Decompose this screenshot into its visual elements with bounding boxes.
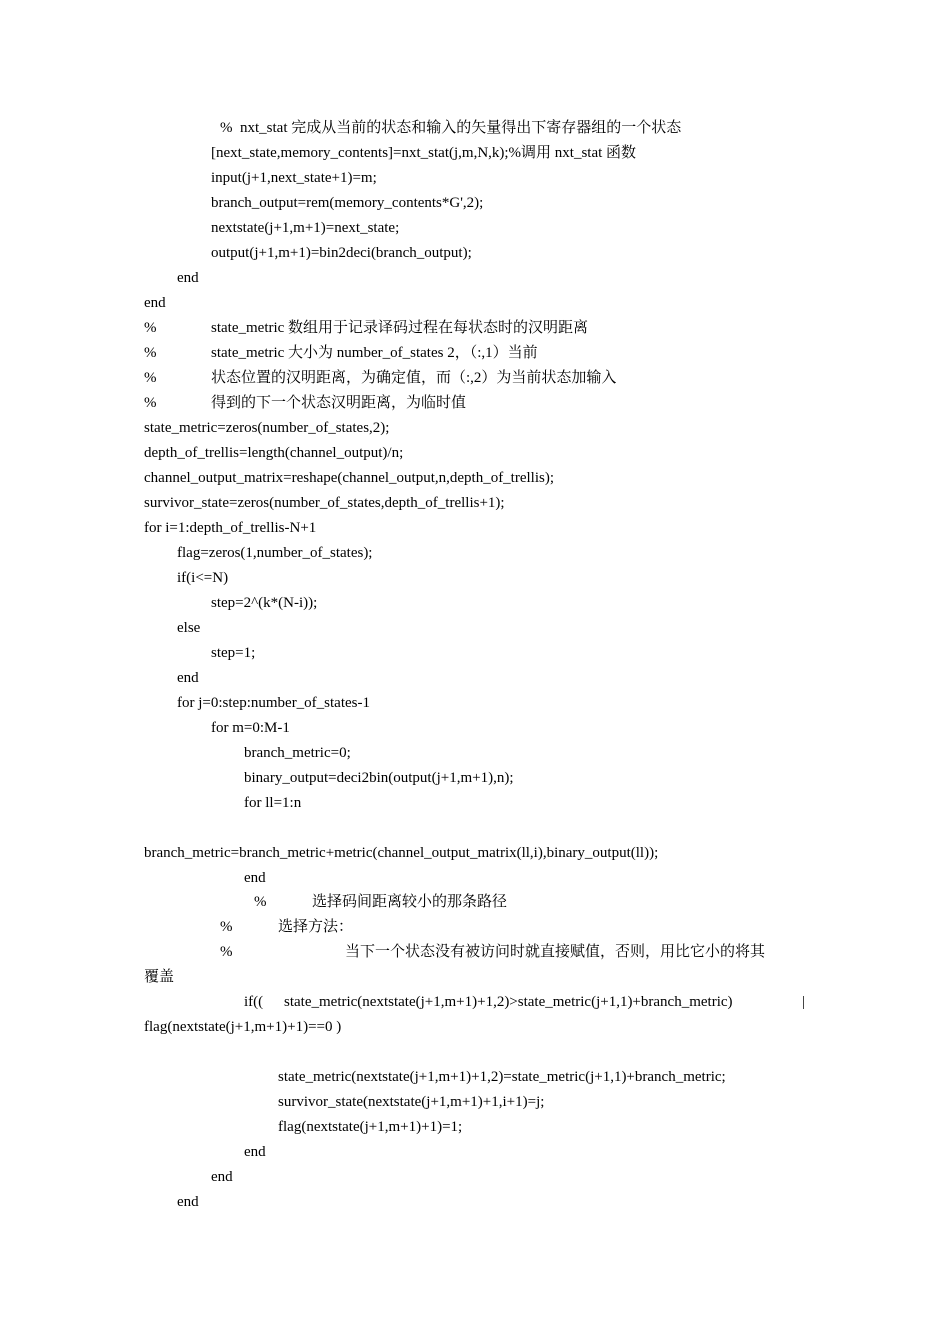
code-line: survivor_state=zeros(number_of_states,depth_of_trellis+1);	[144, 495, 505, 511]
comment-marker: %	[144, 345, 157, 361]
code-line: state_metric(nextstate(j+1,m+1)+1,2)>state_metric(j+1,1)+branch_metric)	[284, 994, 733, 1010]
comment-text: 状态位置的汉明距离，为确定值，而（:,2）为当前状态加输入	[211, 370, 617, 386]
comment-marker: %	[220, 919, 233, 935]
code-line: for j=0:step:number_of_states-1	[177, 695, 371, 711]
code-line: step=1;	[211, 645, 256, 661]
code-line: % nxt_stat 完成从当前的状态和输入的矢量得出下寄存器组的一个状态	[220, 120, 682, 136]
comment-text: state_metric 数组用于记录译码过程在每状态时的汉明距离	[211, 320, 589, 336]
comment-text: 得到的下一个状态汉明距离，为临时值	[211, 395, 467, 411]
code-line: branch_metric=branch_metric+metric(channel_output_matrix(ll,i),binary_output(ll));	[144, 845, 659, 861]
code-line: for ll=1:n	[244, 795, 302, 811]
code-line: |	[802, 994, 806, 1010]
code-line: survivor_state(nextstate(j+1,m+1)+1,i+1)=j;	[278, 1094, 545, 1110]
comment-marker: %	[144, 320, 157, 336]
code-line: binary_output=deci2bin(output(j+1,m+1),n);	[244, 770, 514, 786]
code-line: step=2^(k*(N-i));	[211, 595, 318, 611]
code-line: if((	[244, 994, 264, 1010]
comment-marker: %	[144, 370, 157, 386]
comment-text: 选择码间距离较小的那条路径	[312, 894, 508, 910]
code-line: state_metric=zeros(number_of_states,2);	[144, 420, 390, 436]
comment-marker: %	[220, 944, 233, 960]
code-line: output(j+1,m+1)=bin2deci(branch_output);	[211, 245, 472, 261]
comment-text: 当下一个状态没有被访问时就直接赋值，否则，用比它小的将其	[345, 944, 766, 960]
code-line: for i=1:depth_of_trellis-N+1	[144, 520, 317, 536]
code-line: input(j+1,next_state+1)=m;	[211, 170, 377, 186]
code-line: channel_output_matrix=reshape(channel_output,n,depth_of_trellis);	[144, 470, 555, 486]
code-line: flag=zeros(1,number_of_states);	[177, 545, 373, 561]
comment-text: state_metric 大小为 number_of_states 2，（:,1）当前	[211, 345, 538, 361]
comment-marker: %	[254, 894, 267, 910]
code-line: flag(nextstate(j+1,m+1)+1)==0 )	[144, 1019, 342, 1035]
comment-marker: %	[144, 395, 157, 411]
code-line: end	[177, 1194, 199, 1210]
code-line: else	[177, 620, 201, 636]
code-line: nextstate(j+1,m+1)=next_state;	[211, 220, 400, 236]
code-line: end	[144, 295, 166, 311]
code-line: flag(nextstate(j+1,m+1)+1)=1;	[278, 1119, 463, 1135]
code-line: end	[211, 1169, 233, 1185]
code-line: state_metric(nextstate(j+1,m+1)+1,2)=state_metric(j+1,1)+branch_metric;	[278, 1069, 726, 1085]
code-line: end	[177, 670, 199, 686]
code-line: end	[244, 1144, 266, 1160]
comment-text: 选择方法：	[278, 919, 354, 935]
code-line: if(i<=N)	[177, 570, 229, 586]
code-line: [next_state,memory_contents]=nxt_stat(j,m,N,k);%调用 nxt_stat 函数	[211, 145, 637, 161]
comment-text: 覆盖	[144, 969, 175, 985]
code-line: end	[177, 270, 199, 286]
code-line: branch_output=rem(memory_contents*G',2);	[211, 195, 484, 211]
code-line: depth_of_trellis=length(channel_output)/n;	[144, 445, 404, 461]
code-line: end	[244, 870, 266, 886]
code-line: branch_metric=0;	[244, 745, 351, 761]
code-line: for m=0:M-1	[211, 720, 290, 736]
